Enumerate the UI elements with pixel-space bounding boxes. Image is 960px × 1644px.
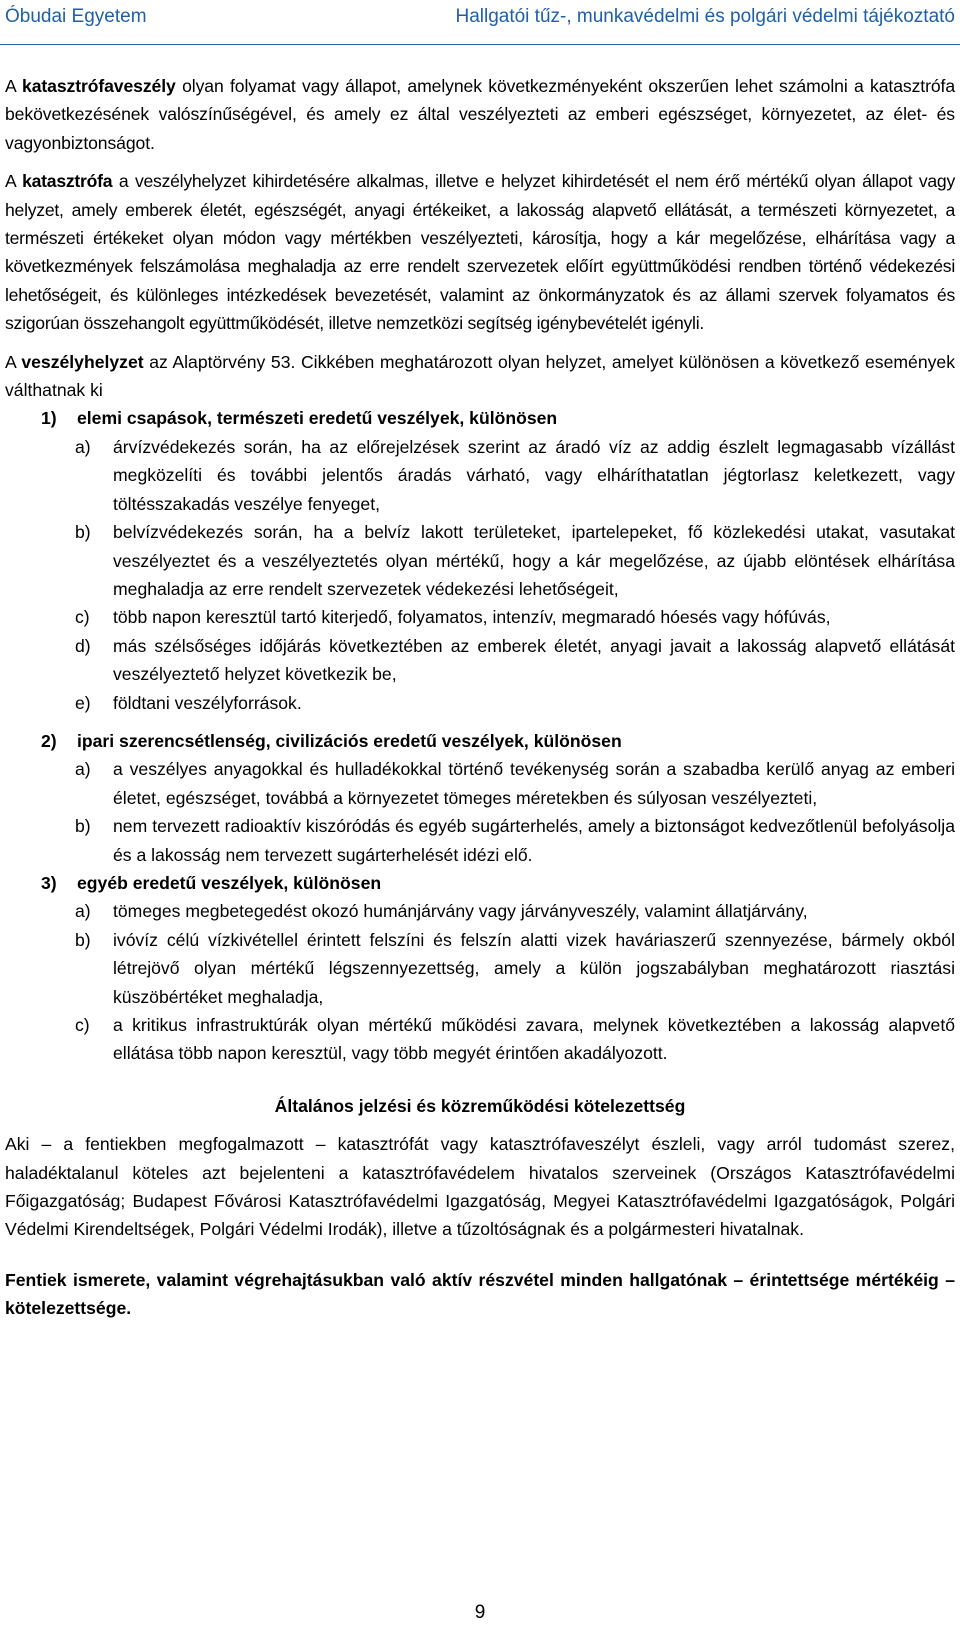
list-item-letter: a) [75,901,91,922]
list-item-letter: b) [75,929,91,950]
list-item-letter: a) [75,759,91,780]
list-item-text: belvízvédekezés során, ha a belvíz lakott területeket, ipartelepeket, fő közlekedési utakat, vasutakat veszélyeztet és a veszélyeztetés olyan mértékű, hogy a kár megelőzése, az újabb elöntések elhárítása meghaladja az erre rendelt szervezetek védekezési lehetőségeit, [113,522,955,599]
paragraph-reporting-duty: Aki – a fentiekben megfogalmazott – katasztrófát vagy katasztrófaveszélyt észleli, vagy arról tudomást szerez, haladéktalanul köteles azt bejelenteni a katasztrófavédelem hivatalos szerveinek (Országos Katasztrófavédelmi Főigazgatóság; Budapest Fővárosi Katasztrófavédelmi Igazgatóság, Megyei Katasztrófavédelmi Igazgatóságok, Polgári Védelmi Kirendeltségek, Polgári Védelmi Irodák), illetve a tűzoltóságnak és a polgármesteri hivatalnak. [5,1134,955,1240]
list-item [5,433,955,518]
section-number: 1) [41,408,57,429]
header-institution: Óbudai Egyetem [5,6,147,27]
paragraph-lead: A [5,76,23,96]
page-body [5,72,955,1333]
list-item-letter: b) [75,522,91,543]
section-title [41,869,955,897]
list-item-text: árvízvédekezés során, ha az előrejelzések szerint az áradó víz az addig észlelt legmagasabb vízállást megközelíti és további jelentős áradás várható, vagy elháríthatatlan jégtorlasz keletkezett, vagy töltésszakadás veszélye fenyeget, [113,436,955,514]
list-item [5,1011,955,1068]
term-katasztrofaveszely: katasztrófaveszély [22,76,176,96]
section-title [41,727,955,755]
list-item-letter: c) [75,607,90,628]
list-item-letter: e) [75,692,91,713]
list-item-letter: b) [75,816,91,837]
list-item [5,812,955,869]
section-ipari-szerencsetlenseg [5,727,955,869]
section-title [41,404,955,432]
section-elemi-csapasok [5,404,955,716]
list-item-text: tömeges megbetegedést okozó humánjárvány vagy járványveszély, valamint állatjárvány, [113,901,808,922]
paragraph-veszelyhelyzet [5,348,955,405]
paragraph-katasztrofa [5,167,955,337]
paragraph-katasztrofaveszely [5,72,955,157]
list-item [5,518,955,603]
list-item-text: nem tervezett radioaktív kiszóródás és egyéb sugárterhelés, amely a biztonságot kedvezőtlenül befolyásolja és a lakosság nem tervezett sugárterhelését idézi elő. [113,816,955,865]
list-item-letter: c) [75,1015,90,1035]
section-title-text: egyéb eredetű veszélyek, különösen [77,872,382,893]
section-title-text: ipari szerencsétlenség, civilizációs eredetű veszélyek, különösen [77,730,622,751]
term-katasztrofa: katasztrófa [22,171,113,192]
paragraph-text: olyan folyamat vagy állapot, amelynek következményeként okszerűen lehet számolni a katasztrófa bekövetkezésének valószínűségével, és amely ez által veszélyezteti az emberi egészséget, környezetet, az élet- és vagyonbiztonságot. [5,76,955,153]
section-title-text: elemi csapások, természeti eredetű veszélyek, különösen [77,408,558,429]
list-item-letter: a) [75,436,91,457]
page-number: 9 [474,1602,486,1623]
paragraph-text: a veszélyhelyzet kihirdetésére alkalmas, illetve e helyzet kihirdetését el nem érő mértékű olyan állapot vagy helyzet, amely emberek életét, egészségét, anyagi értékeiket, a lakosság alapvető ellátását, a természeti környezetet, a természeti értékeket olyan módon vagy mértékben veszélyezteti, károsítja, hogy a kár megelőzése, elhárítása vagy a következmények felszámolása meghaladja az erre rendelt szervezetek előírt együttműködési rendben történő védekezési lehetőségeit, és különleges intézkedések bevezetését, valamint az önkormányzatok és az állami szervek folyamatos és szigorúan összehangolt együttműködését, illetve nemzetközi segítség igénybevételét igényli. [5,171,955,334]
page-header [0,0,960,45]
list-item-text: a veszélyes anyagokkal és hulladékokkal történő tevékenység során a szabadba kerülő anyag az emberi életet, egészséget, továbbá a környezetet tömeges méretekben és súlyosan veszélyezteti, [113,759,955,808]
paragraph-text: az Alaptörvény 53. Cikkében meghatározott olyan helyzet, amelyet különösen a következő események válthatnak ki [5,351,955,401]
paragraph-lead: A [5,171,23,192]
list-item [5,897,955,925]
list-item [5,755,955,812]
list-item-text: más szélsőséges időjárás következtében az emberek életét, anyagi javait a lakosság alapvető ellátását veszélyeztető helyzet következik be, [113,635,955,685]
list-item-letter: d) [75,635,91,656]
list-item-text: több napon keresztül tartó kiterjedő, folyamatos, intenzív, megmaradó hóesés vagy hófúvás, [113,607,831,628]
header-document-title: Hallgatói tűz-, munkavédelmi és polgári védelmi tájékoztató [455,6,955,27]
list-item [5,926,955,1011]
list-item-text: a kritikus infrastruktúrák olyan mértékű működési zavara, melynek következtében a lakosság alapvető ellátása több napon keresztül, vagy több megyét érintően akadályozott. [113,1015,955,1064]
section-heading: Általános jelzési és közreműködési kötelezettség [274,1095,686,1116]
list-item [5,632,955,689]
section-egyeb-eredetu [5,869,955,1068]
section-number: 2) [41,730,57,751]
list-item [5,689,955,717]
list-item-text: ivóvíz célú vízkivétellel érintett felszíni és felszín alatti vizek haváriaszerű szennyezése, bármely okból létrejövő olyan mértékű légszennyezettség, amely a külön jogszabályban meghatározott riasztási küszöbértéket meghaladja, [113,929,955,1007]
term-veszelyhelyzet: veszélyhelyzet [21,351,144,372]
list-item-text: földtani veszélyforrások. [113,692,302,713]
list-item [5,603,955,631]
section-number: 3) [41,872,57,893]
paragraph-closing-statement: Fentiek ismerete, valamint végrehajtásukban való aktív részvétel minden hallgatónak – érintettsége mértékéig – kötelezettsége. [5,1269,955,1319]
paragraph-lead: A [5,351,22,372]
